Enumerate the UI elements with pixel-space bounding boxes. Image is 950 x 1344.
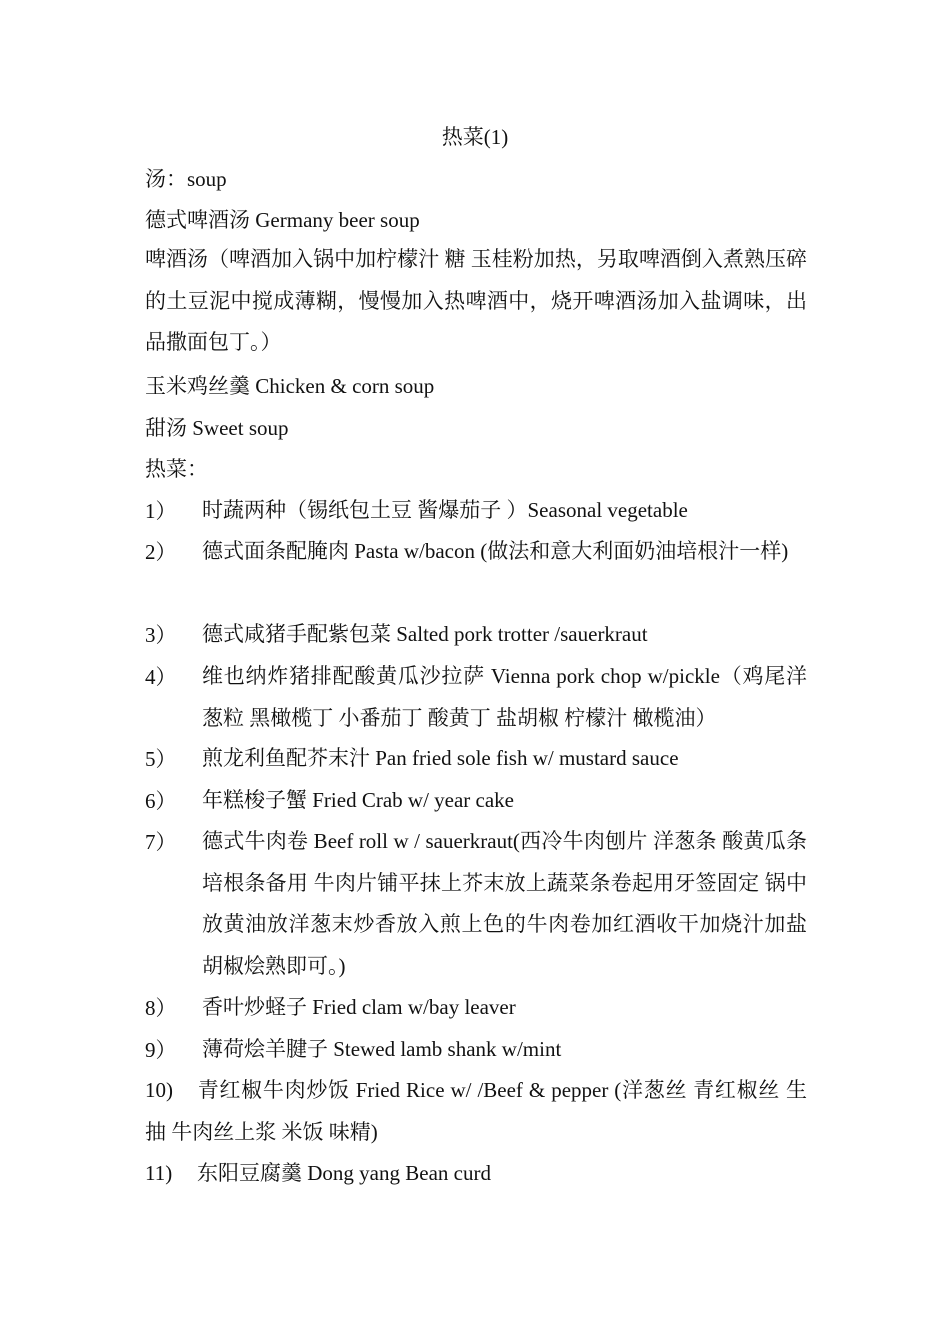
soup-item: 德式啤酒汤 Germany beer soup bbox=[145, 208, 420, 232]
item-number: 5） bbox=[145, 747, 177, 771]
dish-item: 德式面条配腌肉 Pasta w/bacon (做法和意大利面奶油培根汁一样) bbox=[202, 539, 789, 563]
soup-item: 玉米鸡丝羹 Chicken & corn soup bbox=[145, 374, 435, 398]
soup-description: 啤酒汤（啤酒加入锅中加柠檬汁 糖 玉桂粉加热，另取啤酒倒入煮熟压碎的土豆泥中搅成薄糊，慢慢加入热啤酒中，烧开啤酒汤加入盐调味，出品撒面包丁。） bbox=[145, 247, 807, 354]
item-number: 2） bbox=[145, 540, 177, 564]
dish-item: 煎龙利鱼配芥末汁 Pan fried sole fish w/ mustard sauce bbox=[202, 746, 679, 770]
dish-item: 德式咸猪手配紫包菜 Salted pork trotter /sauerkraut bbox=[202, 622, 648, 646]
dish-item: 薄荷烩羊腱子 Stewed lamb shank w/mint bbox=[202, 1037, 562, 1061]
hot-dish-heading: 热菜： bbox=[145, 457, 208, 481]
item-number: 11) bbox=[145, 1161, 173, 1185]
item-number: 7） bbox=[145, 830, 177, 854]
dish-item: 年糕梭子蟹 Fried Crab w/ year cake bbox=[202, 788, 514, 812]
soup-item: 甜汤 Sweet soup bbox=[145, 416, 289, 440]
soup-heading: 汤：soup bbox=[145, 167, 227, 191]
item-number: 4） bbox=[145, 665, 177, 689]
dish-item: 维也纳炸猪排配酸黄瓜沙拉萨 Vienna pork chop w/pickle（鸡尾洋葱粒 黑橄榄丁 小番茄丁 酸黄丁 盐胡椒 柠檬汁 橄榄油） bbox=[202, 664, 807, 730]
dish-item: 时蔬两种（锡纸包土豆 酱爆茄子 ）Seasonal vegetable bbox=[202, 498, 688, 522]
item-number: 6） bbox=[145, 789, 177, 813]
item-number: 8） bbox=[145, 996, 177, 1020]
item-number: 10) bbox=[145, 1078, 173, 1102]
dish-item-11 bbox=[145, 1153, 807, 1195]
item-number: 1） bbox=[145, 499, 177, 523]
dish-item: 香叶炒蛏子 Fried clam w/bay leaver bbox=[202, 995, 516, 1019]
page-title: 热菜(1) bbox=[441, 125, 509, 149]
dish-item-text: 东阳豆腐羹 Dong yang Bean curd bbox=[197, 1161, 491, 1185]
item-number: 3） bbox=[145, 623, 177, 647]
item-number: 9） bbox=[145, 1038, 177, 1062]
dish-item: 德式牛肉卷 Beef roll w / sauerkraut(西冷牛肉刨片 洋葱条 酸黄瓜条 培根条备用 牛肉片铺平抹上芥末放上蔬菜条卷起用牙签固定 锅中放黄油放洋葱末炒香放入煎上色的牛肉卷加红酒收干加烧汁加盐胡椒烩熟即可。) bbox=[202, 829, 807, 978]
dish-item-10 bbox=[145, 1070, 807, 1153]
dish-item-text: 青红椒牛肉炒饭 Fried Rice w/ /Beef & pepper (洋葱丝 青红椒丝 生抽 牛肉丝上浆 米饭 味精) bbox=[145, 1078, 807, 1144]
